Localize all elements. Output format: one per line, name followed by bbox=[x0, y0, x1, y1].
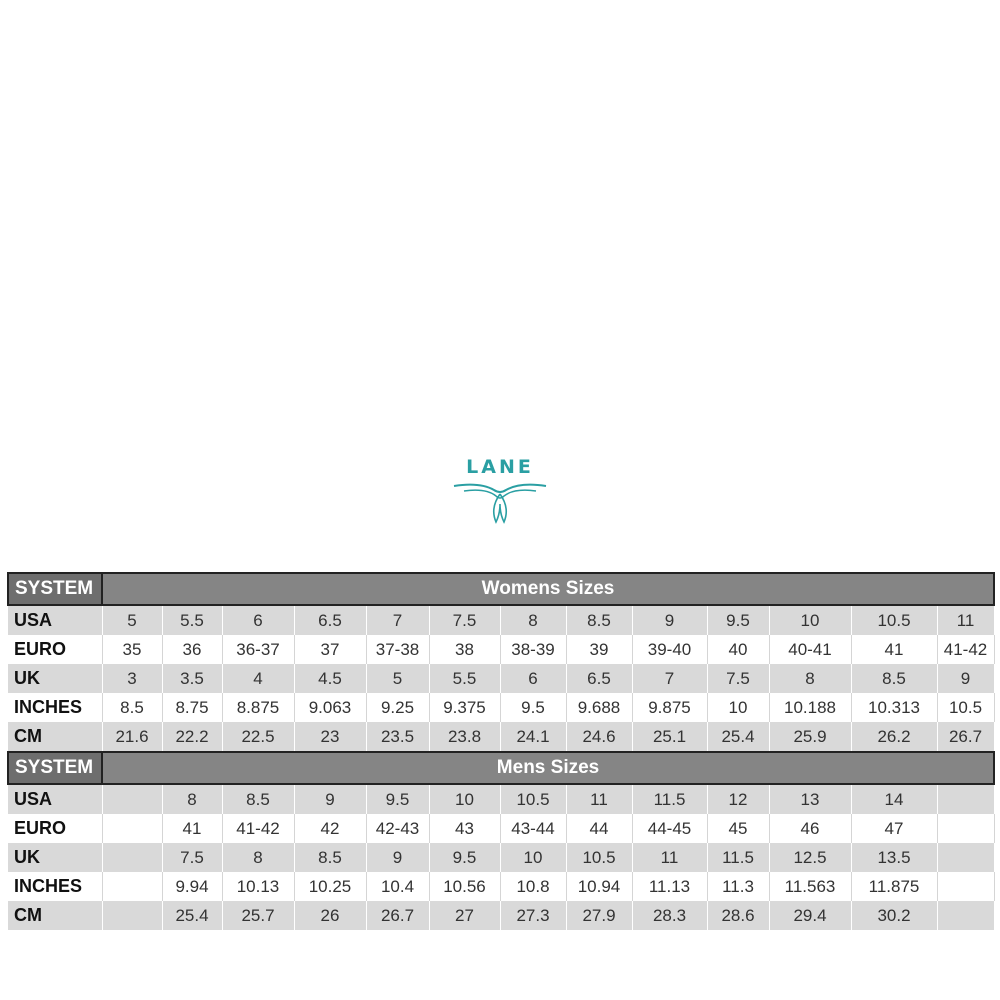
row-label: CM bbox=[8, 901, 102, 930]
size-cell: 44 bbox=[566, 814, 632, 843]
size-cell: 11.875 bbox=[851, 872, 937, 901]
womens-row-cm bbox=[8, 722, 994, 752]
size-cell: 26.7 bbox=[366, 901, 429, 930]
size-cell: 42 bbox=[294, 814, 366, 843]
size-cell: 10.5 bbox=[851, 605, 937, 635]
size-cell: 14 bbox=[851, 784, 937, 814]
size-cell: 23.8 bbox=[429, 722, 500, 752]
size-cell: 39-40 bbox=[632, 635, 707, 664]
size-cell: 22.2 bbox=[162, 722, 222, 752]
size-cell: 10.188 bbox=[769, 693, 851, 722]
size-cell: 7.5 bbox=[162, 843, 222, 872]
size-cell: 9.5 bbox=[707, 605, 769, 635]
womens-row-inches bbox=[8, 693, 994, 722]
size-cell: 9 bbox=[632, 605, 707, 635]
mens-row-cm bbox=[8, 901, 994, 930]
row-label: EURO bbox=[8, 635, 102, 664]
size-cell: 6 bbox=[500, 664, 566, 693]
size-cell: 7.5 bbox=[429, 605, 500, 635]
row-label: UK bbox=[8, 843, 102, 872]
size-cell: 8.5 bbox=[102, 693, 162, 722]
size-cell: 43 bbox=[429, 814, 500, 843]
size-cell: 36 bbox=[162, 635, 222, 664]
size-cell: 4 bbox=[222, 664, 294, 693]
size-cell: 41 bbox=[162, 814, 222, 843]
size-cell: 46 bbox=[769, 814, 851, 843]
womens-sizes-section bbox=[8, 573, 994, 752]
size-cell: 9.875 bbox=[632, 693, 707, 722]
size-cell: 9 bbox=[294, 784, 366, 814]
size-cell: 13.5 bbox=[851, 843, 937, 872]
size-cell: 10.313 bbox=[851, 693, 937, 722]
size-cell bbox=[937, 872, 994, 901]
size-cell: 8 bbox=[162, 784, 222, 814]
size-cell: 27 bbox=[429, 901, 500, 930]
size-cell: 12.5 bbox=[769, 843, 851, 872]
size-cell: 29.4 bbox=[769, 901, 851, 930]
size-cell: 8.5 bbox=[851, 664, 937, 693]
size-cell bbox=[102, 872, 162, 901]
size-cell: 3 bbox=[102, 664, 162, 693]
size-cell: 5 bbox=[102, 605, 162, 635]
size-cell: 36-37 bbox=[222, 635, 294, 664]
size-cell: 25.4 bbox=[162, 901, 222, 930]
mens-row-uk bbox=[8, 843, 994, 872]
row-label: USA bbox=[8, 605, 102, 635]
mens-header-row bbox=[8, 752, 994, 784]
size-cell: 45 bbox=[707, 814, 769, 843]
size-cell: 41-42 bbox=[222, 814, 294, 843]
size-cell: 47 bbox=[851, 814, 937, 843]
size-cell: 25.4 bbox=[707, 722, 769, 752]
size-cell: 10.5 bbox=[500, 784, 566, 814]
size-cell: 5.5 bbox=[429, 664, 500, 693]
size-cell bbox=[102, 814, 162, 843]
size-cell: 6 bbox=[222, 605, 294, 635]
size-cell: 8 bbox=[769, 664, 851, 693]
mens-row-inches bbox=[8, 872, 994, 901]
size-chart-table bbox=[7, 572, 995, 930]
size-cell: 27.9 bbox=[566, 901, 632, 930]
size-cell: 11 bbox=[937, 605, 994, 635]
size-cell: 11.3 bbox=[707, 872, 769, 901]
size-cell: 11 bbox=[566, 784, 632, 814]
size-cell: 10.13 bbox=[222, 872, 294, 901]
size-cell: 37-38 bbox=[366, 635, 429, 664]
size-cell: 11.13 bbox=[632, 872, 707, 901]
size-cell: 7 bbox=[632, 664, 707, 693]
size-cell: 43-44 bbox=[500, 814, 566, 843]
size-cell: 7.5 bbox=[707, 664, 769, 693]
size-cell: 9.94 bbox=[162, 872, 222, 901]
size-cell: 26.7 bbox=[937, 722, 994, 752]
mens-sizes-section bbox=[8, 752, 994, 930]
size-cell: 10.56 bbox=[429, 872, 500, 901]
size-cell: 10.8 bbox=[500, 872, 566, 901]
size-cell: 25.1 bbox=[632, 722, 707, 752]
size-cell: 10.5 bbox=[937, 693, 994, 722]
size-cell: 21.6 bbox=[102, 722, 162, 752]
size-cell: 27.3 bbox=[500, 901, 566, 930]
size-cell: 26.2 bbox=[851, 722, 937, 752]
size-cell: 8.5 bbox=[294, 843, 366, 872]
mens-row-euro bbox=[8, 814, 994, 843]
size-cell: 5 bbox=[366, 664, 429, 693]
western-stitch-icon bbox=[450, 478, 550, 526]
row-label: UK bbox=[8, 664, 102, 693]
size-cell: 22.5 bbox=[222, 722, 294, 752]
womens-row-usa bbox=[8, 605, 994, 635]
size-cell: 11.5 bbox=[707, 843, 769, 872]
mens-system-header: SYSTEM bbox=[8, 752, 102, 784]
size-cell: 9.5 bbox=[500, 693, 566, 722]
size-cell: 8.75 bbox=[162, 693, 222, 722]
size-cell: 12 bbox=[707, 784, 769, 814]
size-cell: 38 bbox=[429, 635, 500, 664]
logo-wordmark: LANE bbox=[466, 456, 534, 478]
size-cell: 25.7 bbox=[222, 901, 294, 930]
womens-header-row bbox=[8, 573, 994, 605]
size-cell: 39 bbox=[566, 635, 632, 664]
womens-row-euro bbox=[8, 635, 994, 664]
row-label: USA bbox=[8, 784, 102, 814]
size-cell: 10.4 bbox=[366, 872, 429, 901]
size-cell: 9 bbox=[366, 843, 429, 872]
size-cell: 8.5 bbox=[566, 605, 632, 635]
size-cell: 13 bbox=[769, 784, 851, 814]
row-label: EURO bbox=[8, 814, 102, 843]
size-cell: 28.6 bbox=[707, 901, 769, 930]
size-cell: 10 bbox=[769, 605, 851, 635]
size-cell: 40 bbox=[707, 635, 769, 664]
size-cell: 41-42 bbox=[937, 635, 994, 664]
size-cell: 8 bbox=[222, 843, 294, 872]
size-cell: 40-41 bbox=[769, 635, 851, 664]
size-cell: 23.5 bbox=[366, 722, 429, 752]
size-cell: 6.5 bbox=[294, 605, 366, 635]
size-cell: 9.25 bbox=[366, 693, 429, 722]
size-cell bbox=[102, 901, 162, 930]
womens-row-uk bbox=[8, 664, 994, 693]
size-cell: 30.2 bbox=[851, 901, 937, 930]
row-label: CM bbox=[8, 722, 102, 752]
size-cell bbox=[102, 784, 162, 814]
womens-system-header: SYSTEM bbox=[8, 573, 102, 605]
size-cell: 9.688 bbox=[566, 693, 632, 722]
size-cell bbox=[102, 843, 162, 872]
size-cell: 24.6 bbox=[566, 722, 632, 752]
size-cell: 11 bbox=[632, 843, 707, 872]
size-cell: 8.5 bbox=[222, 784, 294, 814]
row-label: INCHES bbox=[8, 693, 102, 722]
size-cell: 10.94 bbox=[566, 872, 632, 901]
size-cell: 8 bbox=[500, 605, 566, 635]
size-cell: 9 bbox=[937, 664, 994, 693]
size-cell: 24.1 bbox=[500, 722, 566, 752]
row-label: INCHES bbox=[8, 872, 102, 901]
size-cell: 10 bbox=[429, 784, 500, 814]
size-cell: 42-43 bbox=[366, 814, 429, 843]
size-cell bbox=[937, 784, 994, 814]
size-cell: 11.563 bbox=[769, 872, 851, 901]
size-cell: 10.5 bbox=[566, 843, 632, 872]
lane-logo bbox=[440, 452, 560, 532]
mens-sizes-title: Mens Sizes bbox=[102, 752, 994, 784]
size-cell: 10 bbox=[707, 693, 769, 722]
size-cell: 41 bbox=[851, 635, 937, 664]
size-cell bbox=[937, 901, 994, 930]
size-cell: 37 bbox=[294, 635, 366, 664]
size-cell: 23 bbox=[294, 722, 366, 752]
size-cell: 10 bbox=[500, 843, 566, 872]
size-cell: 9.375 bbox=[429, 693, 500, 722]
size-cell: 10.25 bbox=[294, 872, 366, 901]
size-cell: 8.875 bbox=[222, 693, 294, 722]
size-cell: 38-39 bbox=[500, 635, 566, 664]
size-cell: 44-45 bbox=[632, 814, 707, 843]
womens-sizes-title: Womens Sizes bbox=[102, 573, 994, 605]
size-cell: 35 bbox=[102, 635, 162, 664]
size-cell: 6.5 bbox=[566, 664, 632, 693]
size-cell: 9.063 bbox=[294, 693, 366, 722]
size-cell: 4.5 bbox=[294, 664, 366, 693]
size-cell: 3.5 bbox=[162, 664, 222, 693]
mens-row-usa bbox=[8, 784, 994, 814]
size-cell: 28.3 bbox=[632, 901, 707, 930]
size-cell: 9.5 bbox=[366, 784, 429, 814]
size-cell: 5.5 bbox=[162, 605, 222, 635]
size-cell: 9.5 bbox=[429, 843, 500, 872]
size-cell: 26 bbox=[294, 901, 366, 930]
size-cell bbox=[937, 843, 994, 872]
size-cell: 25.9 bbox=[769, 722, 851, 752]
size-cell: 7 bbox=[366, 605, 429, 635]
size-cell bbox=[937, 814, 994, 843]
size-cell: 11.5 bbox=[632, 784, 707, 814]
